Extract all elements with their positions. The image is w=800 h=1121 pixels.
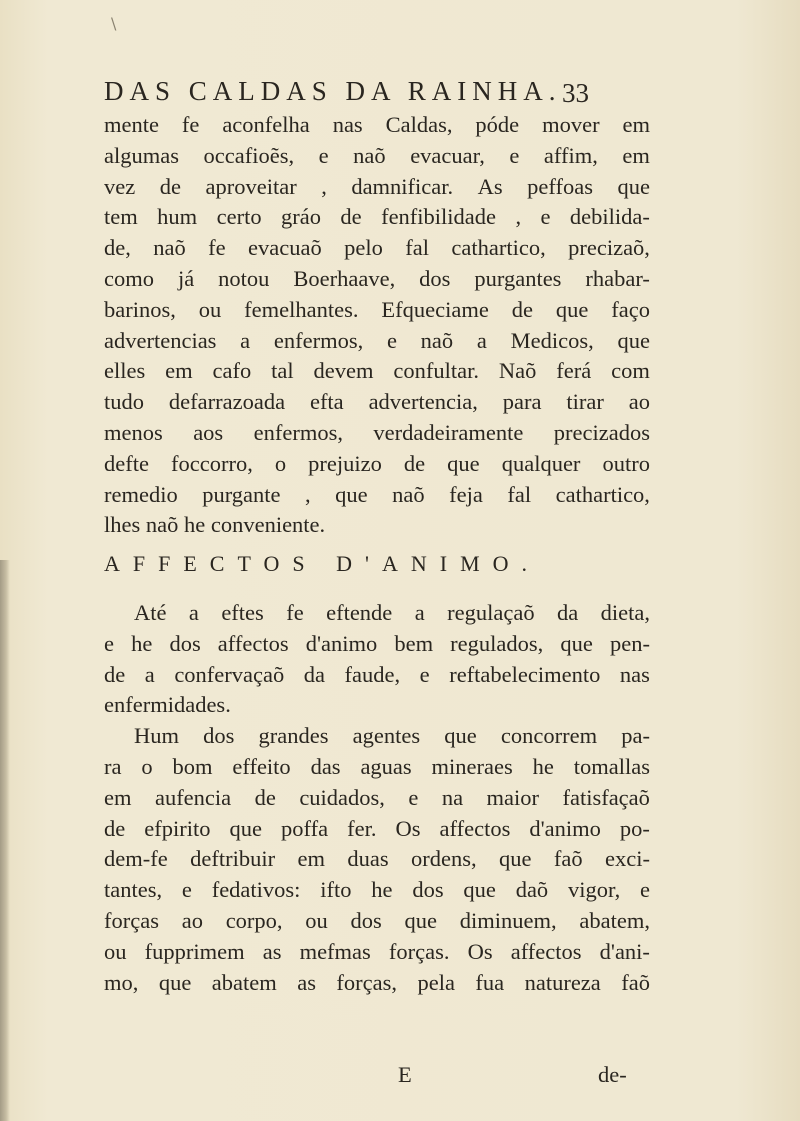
text-line: barinos, ou femelhantes. Efqueciame de que faço: [104, 296, 650, 322]
text-line: algumas occafioẽs, e naõ evacuar, e affim, em: [104, 142, 650, 168]
text-line: tem hum certo gráo de fenfibilidade , e debilida-: [104, 204, 650, 230]
page-gutter-shadow: [0, 560, 10, 1121]
text-line: menos aos enfermos, verdadeiramente precizados: [104, 419, 650, 445]
text-line: ra o bom effeito das aguas mineraes he tomallas: [104, 753, 650, 779]
page-number: 33: [562, 78, 589, 108]
text-line: dem-fe deftribuir em duas ordens, que faõ exci-: [104, 846, 650, 872]
running-title: DAS CALDAS DA RAINHA.: [104, 76, 562, 106]
section-heading: AFFECTOS D'ANIMO.: [104, 551, 541, 577]
text-line: de, naõ fe evacuaõ pelo fal cathartico, precizaõ,: [104, 235, 650, 261]
text-line: advertencias a enfermos, e naõ a Medicos, que: [104, 327, 650, 353]
text-line: tantes, e fedativos: ifto he dos que daõ vigor, e: [104, 877, 650, 903]
stray-mark: \: [111, 14, 117, 33]
text-line: Hum dos grandes agentes que concorrem pa-: [134, 723, 650, 749]
text-line: em aufencia de cuidados, e na maior fatisfaçaõ: [104, 784, 650, 810]
text-line: elles em cafo tal devem confultar. Naõ ferá com: [104, 358, 650, 384]
running-header: [104, 76, 624, 110]
page-body: [104, 110, 650, 998]
text-line: ou fupprimem as mefmas forças. Os affectos d'ani-: [104, 938, 650, 964]
signature-mark: E: [398, 1062, 412, 1087]
paragraph-2: [104, 598, 650, 721]
text-line: mente fe aconfelha nas Caldas, póde mover em: [104, 112, 650, 137]
text-line: mo, que abatem as forças, pela fua natureza faõ: [104, 969, 650, 995]
text-line: de a confervaçaõ da faude, e reftabelecimento nas: [104, 661, 650, 687]
paragraph-1: [104, 110, 650, 541]
paragraph-3: [104, 721, 650, 998]
text-line: forças ao corpo, ou dos que diminuem, abatem,: [104, 907, 650, 933]
text-line: e he dos affectos d'animo bem regulados, que pen-: [104, 630, 650, 656]
text-line: como já notou Boerhaave, dos purgantes rhabar-: [104, 265, 650, 291]
text-line: tudo defarrazoada efta advertencia, para tirar ao: [104, 389, 650, 415]
catchword: de-: [598, 1062, 627, 1087]
text-line: enfermidades.: [104, 692, 231, 718]
text-line: Até a eftes fe eftende a regulaçaõ da dieta,: [134, 599, 650, 625]
text-line: remedio purgante , que naõ feja fal cathartico,: [104, 481, 650, 507]
text-line: defte foccorro, o prejuizo de que qualquer outro: [104, 450, 650, 476]
text-line: vez de aproveitar , damnificar. As peffoas que: [104, 173, 650, 199]
text-line: de efpirito que poffa fer. Os affectos d'animo po-: [104, 815, 650, 841]
text-line: lhes naõ he conveniente.: [104, 512, 326, 538]
